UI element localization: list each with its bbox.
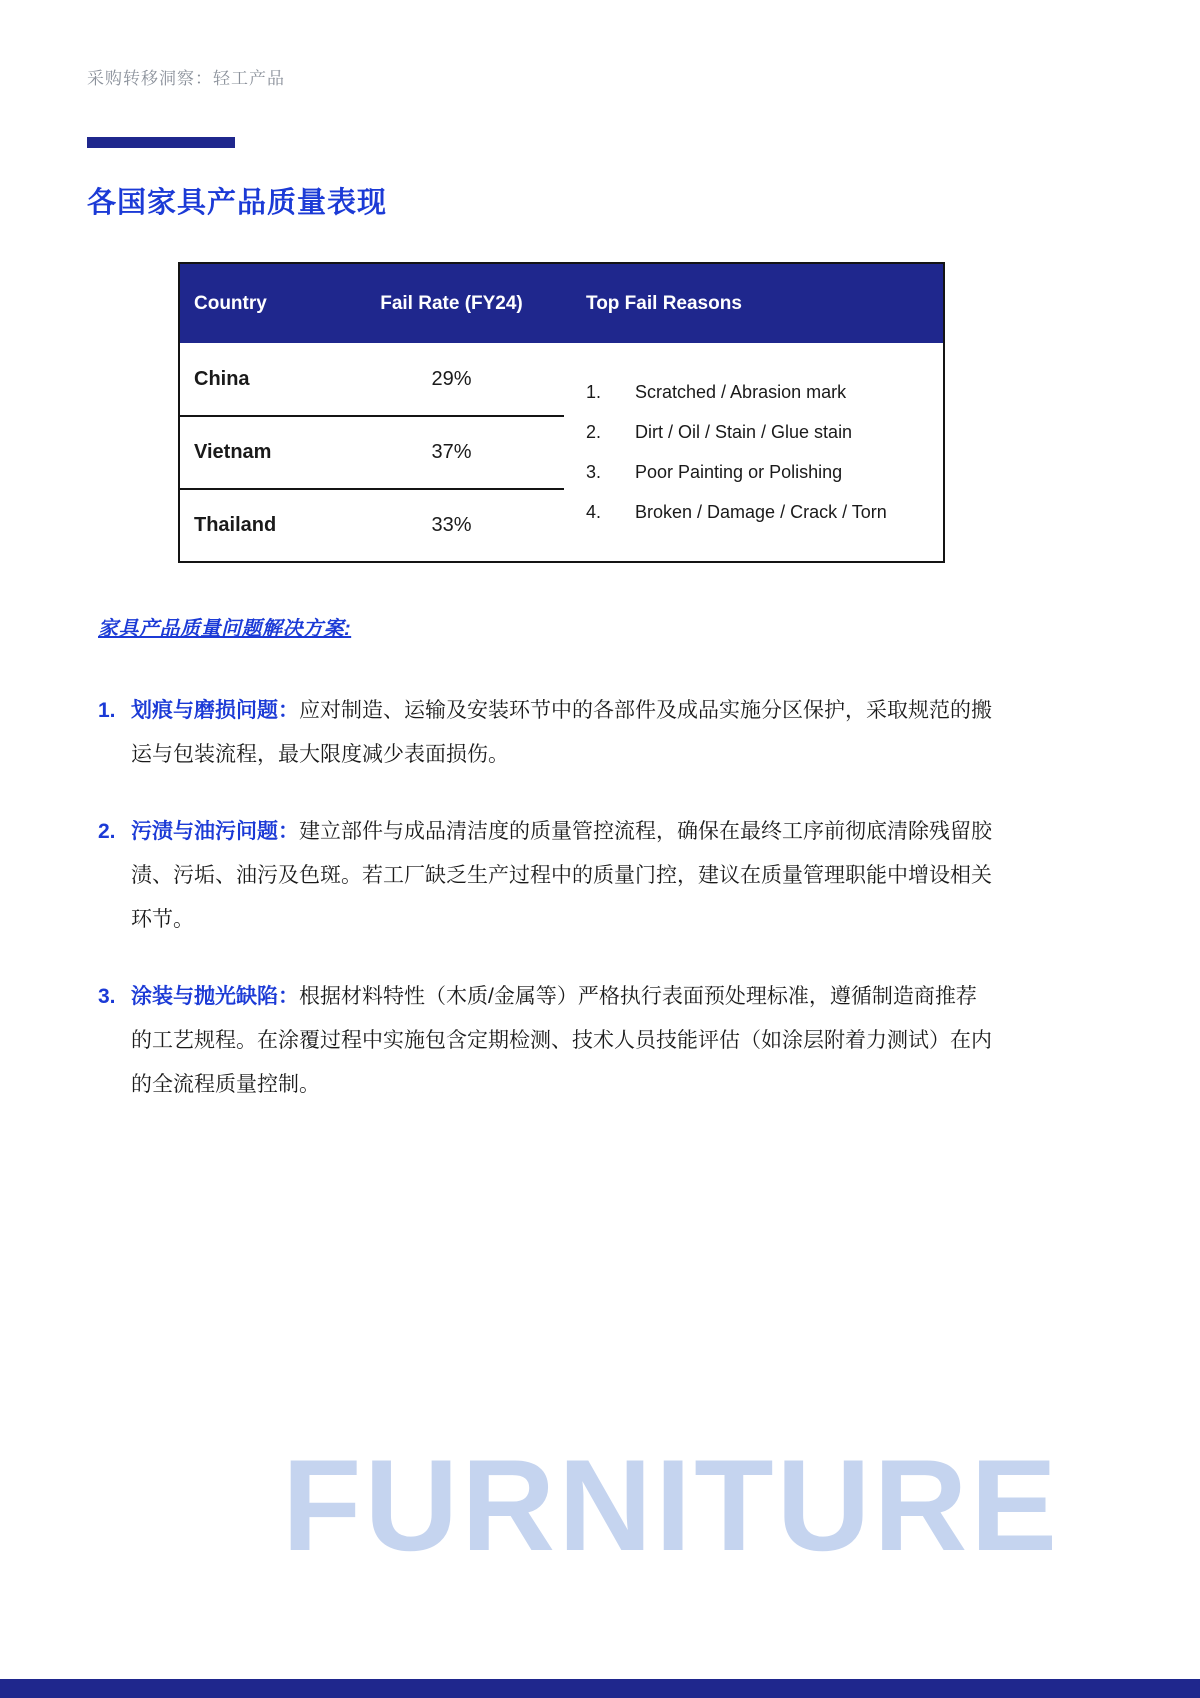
solution-item-body: 建立部件与成品清洁度的质量管控流程，确保在最终工序前彻底清除残留胶渍、污垢、油污及色斑。若工厂缺乏生产过程中的质量门控，建议在质量管理职能中增设相关环节。: [131, 820, 992, 931]
fail-reason-text: Poor Painting or Polishing: [635, 462, 843, 482]
footer-bar: [0, 1679, 1200, 1698]
table-row: [179, 343, 944, 416]
fail-reason-number: 2.: [586, 422, 602, 442]
solution-item-number: 1.: [98, 699, 116, 722]
solutions-heading: 家具产品质量问题解决方案:: [98, 618, 352, 640]
fail-rate-cell: 33%: [339, 489, 564, 562]
solutions-section: [98, 612, 993, 1140]
fail-reasons-cell: [564, 343, 944, 562]
fail-reasons-list: [586, 380, 935, 524]
table-header-fail-reasons: Top Fail Reasons: [564, 263, 944, 343]
fail-reason-number: 3.: [586, 462, 602, 482]
fail-reason-item: [586, 420, 935, 444]
running-header: 采购转移洞察：轻工产品: [87, 69, 285, 88]
country-cell: China: [179, 343, 339, 416]
fail-reason-text: Dirt / Oil / Stain / Glue stain: [635, 422, 853, 442]
solution-item: [98, 975, 993, 1107]
table-header-fail-rate: Fail Rate (FY24): [339, 263, 564, 343]
solution-item-lead: 划痕与磨损问题：: [131, 699, 299, 722]
solution-item-text: [131, 975, 993, 1107]
country-cell: Vietnam: [179, 416, 339, 489]
fail-reason-item: [586, 500, 935, 524]
solution-item-lead: 污渍与油污问题：: [131, 820, 299, 843]
quality-table: [178, 262, 945, 563]
solution-item-number: 3.: [98, 985, 116, 1008]
fail-reason-item: [586, 380, 935, 404]
solution-item-body: 根据材料特性（木质/金属等）严格执行表面预处理标准，遵循制造商推荐的工艺规程。在涂覆过程中实施包含定期检测、技术人员技能评估（如涂层附着力测试）在内的全流程质量控制。: [131, 985, 992, 1096]
table-header-row: [179, 263, 944, 343]
fail-reason-text: Broken / Damage / Crack / Torn: [635, 502, 887, 522]
furniture-watermark: FURNITURE: [282, 1432, 1061, 1578]
fail-reason-number: 4.: [586, 502, 602, 522]
solution-item-body: 应对制造、运输及安装环节中的各部件及成品实施分区保护，采取规范的搬运与包装流程，最大限度减少表面损伤。: [131, 699, 992, 766]
solution-item: [98, 689, 993, 777]
solution-item-lead: 涂装与抛光缺陷：: [131, 985, 299, 1008]
solution-item-number: 2.: [98, 820, 116, 843]
country-cell: Thailand: [179, 489, 339, 562]
fail-rate-cell: 37%: [339, 416, 564, 489]
solution-item-text: [131, 689, 993, 777]
fail-reason-item: [586, 460, 935, 484]
page-title: 各国家具产品质量表现: [87, 187, 388, 219]
fail-reason-text: Scratched / Abrasion mark: [635, 382, 847, 402]
table-header-country: Country: [179, 263, 339, 343]
solution-item: [98, 810, 993, 942]
fail-reason-number: 1.: [586, 382, 602, 402]
section-divider-bar: [87, 137, 235, 148]
fail-rate-cell: 29%: [339, 343, 564, 416]
solution-item-text: [131, 810, 993, 942]
